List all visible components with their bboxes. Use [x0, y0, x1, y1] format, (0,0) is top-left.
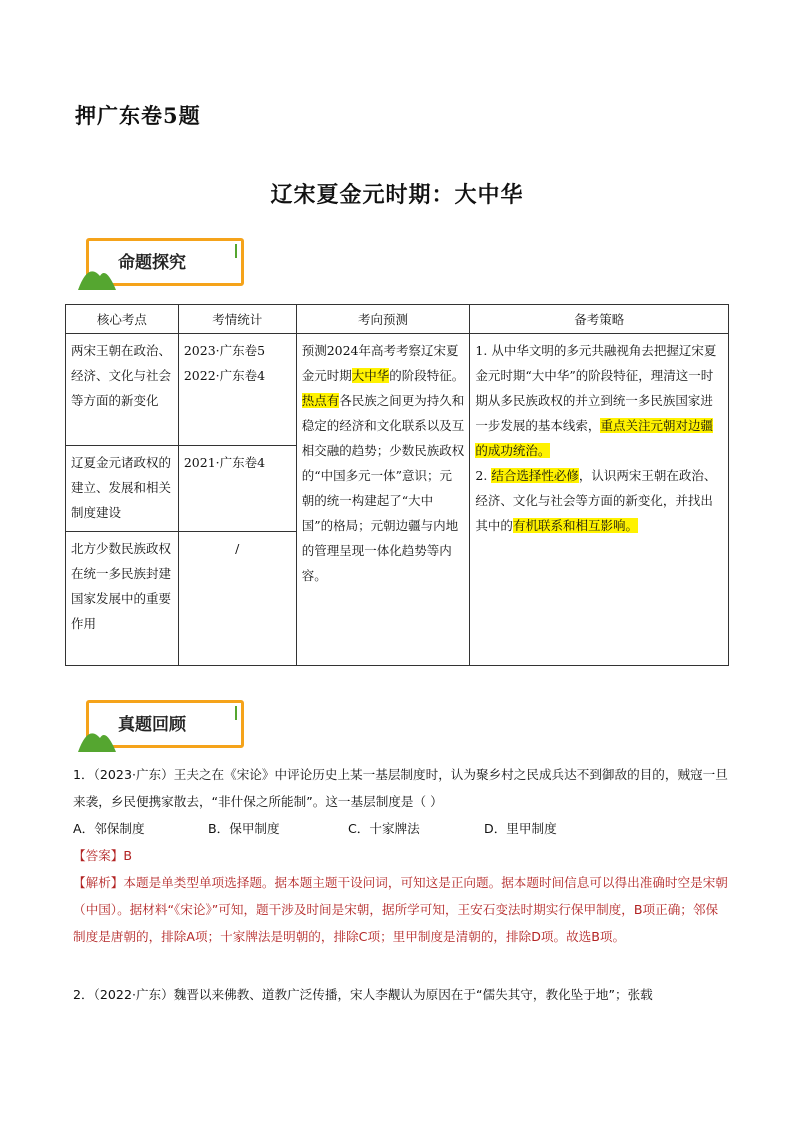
question-1-stem: 1．（2023·广东）王夫之在《宋论》中评论历史上某一基层制度时，认为聚乡村之民成兵达不到御敌的目的，贼寇一旦来袭，乡民便携家散去，“非什保之所能制”。这一基层制度是（ ）: [73, 767, 728, 809]
stats-cell: 2021·广东卷4: [178, 446, 296, 532]
question-2-stem: 2．（2022·广东）魏晋以来佛教、道教广泛传播，宋人李觏认为原因在于“儒失其守，教化坠于地”；张载: [73, 987, 653, 1002]
topic-cell: 两宋王朝在政治、经济、文化与社会等方面的新变化: [66, 334, 179, 446]
column-header: 考向预测: [296, 305, 470, 334]
option-d: D．里甲制度: [484, 821, 557, 836]
option-b: B．保甲制度: [208, 821, 280, 836]
option-a: A．邻保制度: [73, 821, 145, 836]
exam-analysis-table: [65, 304, 729, 666]
forecast-cell: 预测2024年高考考察辽宋夏金元时期大中华的阶段特征。热点有各民族之间更为持久和稳定的经济和文化联系以及互相交融的趋势；少数民族政权的“中国多元一体”意识；元朝的统一构建起了“大中国”的格局；元朝边疆与内地的管理呈现一体化趋势等内容。: [296, 334, 470, 666]
section-badge-proposition: [78, 238, 243, 288]
section-badge-review: [78, 700, 243, 750]
page-title: 辽宋夏金元时期：大中华: [270, 182, 524, 208]
table-row: [66, 334, 729, 446]
stats-cell: 2023·广东卷5 2022·广东卷4: [178, 334, 296, 446]
section-badge-label: 真题回顾: [118, 715, 186, 735]
section-badge-label: 命题探究: [118, 253, 186, 273]
hills-icon: [78, 256, 118, 290]
badge-accent-mark: [235, 706, 237, 720]
stats-cell: /: [178, 532, 296, 666]
page-header-title: 押广东卷5题: [75, 103, 201, 128]
question-1-options: [73, 815, 728, 842]
topic-cell: 北方少数民族政权在统一多民族封建国家发展中的重要 作用: [66, 532, 179, 666]
table-header-row: [66, 305, 729, 334]
column-header: 备考策略: [470, 305, 729, 334]
hills-icon: [78, 718, 118, 752]
question-1-analysis: 【解析】本题是单类型单项选择题。据本题主题干设问词，可知这是正向题。据本题时间信息可以得出准确时空是宋朝（中国）。据材料“《宋论》”可知，题干涉及时间是宋朝，据所学可知，王安石变法时期实行保甲制度，B项正确；邻保制度是唐朝的，排除A项；十家牌法是明朝的，排除C项；里甲制度是清朝的，排除D项。故选B项。: [73, 875, 728, 944]
column-header: 核心考点: [66, 305, 179, 334]
badge-accent-mark: [235, 244, 237, 258]
topic-cell: 辽夏金元诸政权的建立、发展和相关制度建设: [66, 446, 179, 532]
strategy-cell: 1. 从中华文明的多元共融视角去把握辽宋夏金元时期“大中华”的阶段特征，理清这一时期从多民族政权的并立到统一多民族国家进一步发展的基本线索，重点关注元朝对边疆的成功统治。 2. 结合选择性必修，认识两宋王朝在政治、经济、文化与社会等方面的新变化，并找出其中的有机联系和相互影响。: [470, 334, 729, 666]
column-header: 考情统计: [178, 305, 296, 334]
question-1-answer: 【答案】B: [73, 848, 133, 863]
option-c: C．十家牌法: [348, 821, 420, 836]
